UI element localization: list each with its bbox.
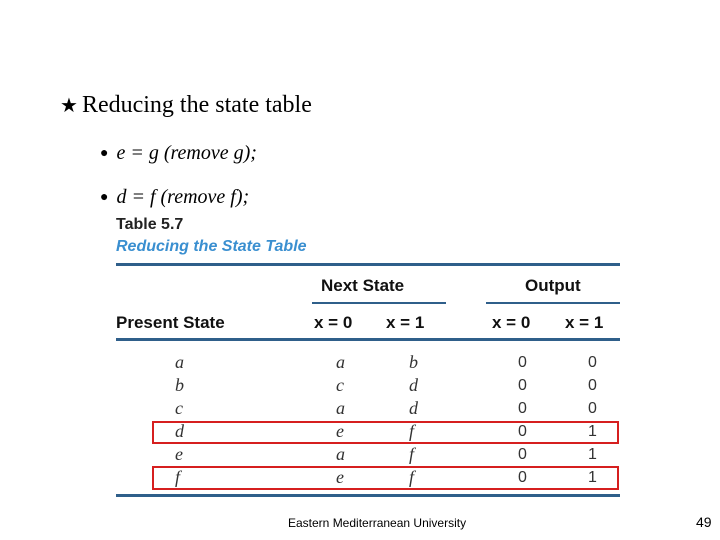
next-state-x1-cell: d bbox=[409, 375, 418, 395]
table-top-rule bbox=[116, 263, 620, 266]
next-state-x0-cell: e bbox=[336, 421, 344, 441]
present-state-header: Present State bbox=[116, 313, 225, 332]
output-x1-cell: 1 bbox=[588, 446, 597, 463]
bullet-item bbox=[100, 142, 257, 165]
output-header: Output bbox=[525, 276, 581, 295]
next-state-x1-cell: f bbox=[409, 444, 415, 464]
page-number: 49 bbox=[696, 514, 712, 530]
next-state-x1-cell: d bbox=[409, 398, 418, 418]
next-state-x0-cell: c bbox=[336, 375, 344, 395]
slide-heading bbox=[60, 92, 312, 119]
output-x0-cell: 0 bbox=[518, 423, 527, 440]
present-state-cell: e bbox=[175, 444, 183, 464]
row-f-highlight bbox=[152, 466, 619, 490]
next-state-x0-cell: e bbox=[336, 467, 344, 487]
output-x0-cell: 0 bbox=[518, 400, 527, 417]
output-x1-header: x = 1 bbox=[565, 313, 604, 332]
row-d-highlight bbox=[152, 421, 619, 444]
present-state-cell: c bbox=[175, 398, 183, 418]
table-caption: Table 5.7 bbox=[116, 216, 184, 233]
next-state-x1-cell: f bbox=[409, 421, 415, 441]
star-bullet-icon: ★ bbox=[60, 95, 78, 117]
table-bottom-rule bbox=[116, 494, 620, 497]
output-x0-header: x = 0 bbox=[492, 313, 531, 332]
output-x0-cell: 0 bbox=[518, 377, 527, 394]
bullet-dot-icon: ● bbox=[100, 190, 109, 205]
next-state-x1-cell: f bbox=[409, 467, 415, 487]
next-state-x0-cell: a bbox=[336, 398, 345, 418]
footer-text: Eastern Mediterranean University bbox=[288, 516, 467, 530]
output-x0-cell: 0 bbox=[518, 446, 527, 463]
present-state-cell: b bbox=[175, 375, 184, 395]
next-state-header: Next State bbox=[321, 276, 405, 295]
output-x0-cell: 0 bbox=[518, 354, 527, 371]
output-underline bbox=[486, 302, 620, 304]
output-x0-cell: 0 bbox=[518, 469, 527, 486]
present-state-cell: f bbox=[175, 467, 181, 487]
next-state-underline bbox=[312, 302, 446, 304]
bullet-text: d = f (remove f); bbox=[116, 186, 250, 208]
output-x1-cell: 0 bbox=[588, 354, 597, 371]
next-state-x1-header: x = 1 bbox=[386, 313, 425, 332]
present-state-cell: a bbox=[175, 352, 184, 372]
output-x1-cell: 0 bbox=[588, 400, 597, 417]
next-state-x1-cell: b bbox=[409, 352, 418, 372]
header-bottom-rule bbox=[116, 338, 620, 341]
next-state-x0-cell: a bbox=[336, 444, 345, 464]
table-subtitle: Reducing the State Table bbox=[116, 238, 307, 255]
heading-text: Reducing the state table bbox=[81, 92, 312, 118]
next-state-x0-cell: a bbox=[336, 352, 345, 372]
bullet-item bbox=[100, 186, 249, 209]
output-x1-cell: 1 bbox=[588, 423, 597, 440]
output-x1-cell: 1 bbox=[588, 469, 597, 486]
bullet-dot-icon: ● bbox=[100, 146, 109, 161]
present-state-cell: d bbox=[175, 421, 184, 441]
output-x1-cell: 0 bbox=[588, 377, 597, 394]
next-state-x0-header: x = 0 bbox=[314, 313, 353, 332]
bullet-text: e = g (remove g); bbox=[116, 142, 257, 164]
